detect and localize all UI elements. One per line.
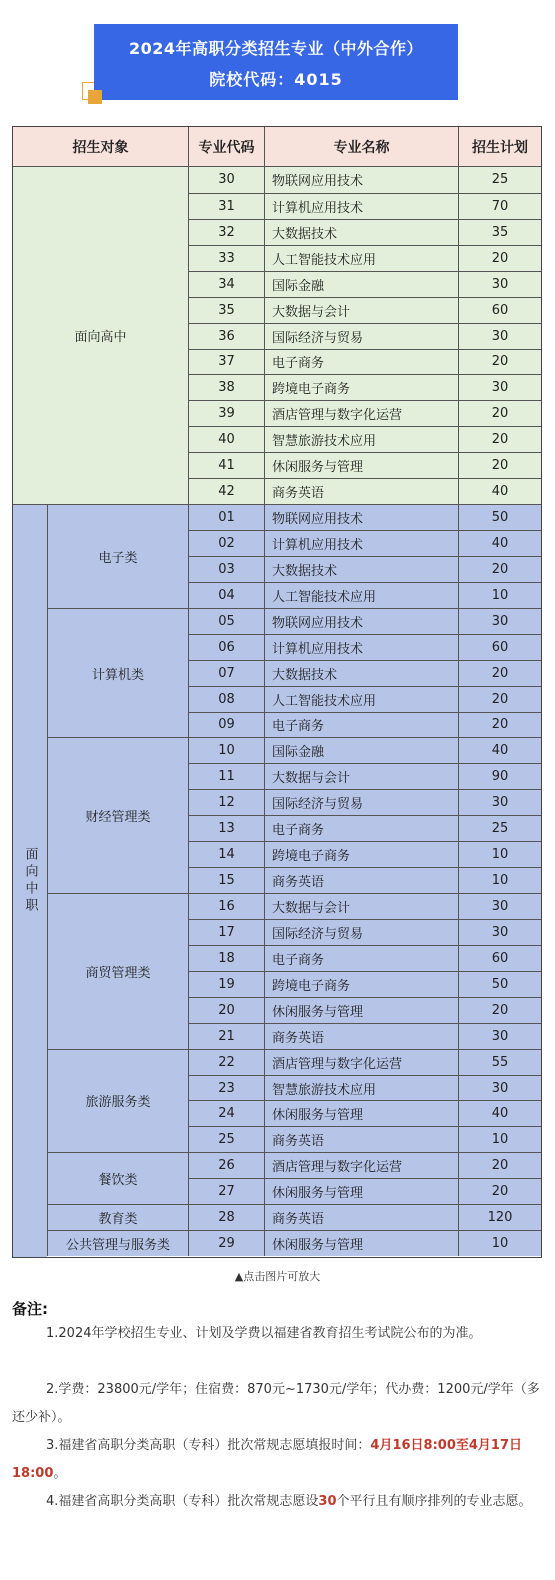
major-code: 28 [188,1204,264,1230]
note-4-text: 4.福建省高职分类高职（专科）批次常规志愿设 [46,1494,319,1509]
major-code: 27 [188,1178,264,1204]
enrollment-plan: 10 [458,1126,541,1152]
enrollment-plan: 120 [458,1204,541,1230]
note-4-highlight: 30 [318,1494,337,1509]
enrollment-plan: 10 [458,582,541,608]
major-name: 计算机应用技术 [264,193,458,219]
title-banner [94,24,458,100]
major-name: 国际经济与贸易 [264,323,458,349]
major-code: 09 [188,712,264,738]
major-name: 大数据与会计 [264,893,458,919]
enrollment-plan: 30 [458,323,541,349]
enrollment-plan: 90 [458,763,541,789]
enrollment-table [12,126,542,1258]
enrollment-plan: 20 [458,452,541,478]
enrollment-plan: 20 [458,997,541,1023]
enrollment-plan: 50 [458,504,541,530]
major-code: 24 [188,1100,264,1126]
major-name: 国际金融 [264,271,458,297]
enrollment-plan: 20 [458,426,541,452]
major-code: 35 [188,297,264,323]
major-name: 商务英语 [264,1023,458,1049]
enrollment-plan: 25 [458,167,541,193]
category-label: 餐饮类 [47,1152,188,1204]
major-code: 16 [188,893,264,919]
major-name: 跨境电子商务 [264,841,458,867]
major-code: 07 [188,660,264,686]
major-code: 30 [188,167,264,193]
enrollment-plan: 20 [458,660,541,686]
major-code: 08 [188,686,264,712]
category-label: 教育类 [47,1204,188,1230]
major-name: 物联网应用技术 [264,608,458,634]
enrollment-plan: 30 [458,1023,541,1049]
enrollment-plan: 60 [458,634,541,660]
major-name: 物联网应用技术 [264,504,458,530]
enrollment-plan: 50 [458,971,541,997]
major-code: 05 [188,608,264,634]
major-name: 物联网应用技术 [264,167,458,193]
major-name: 国际经济与贸易 [264,789,458,815]
major-code: 13 [188,815,264,841]
enrollment-plan: 40 [458,737,541,763]
notes-title: 备注: [12,1300,48,1318]
major-name: 商务英语 [264,1204,458,1230]
major-name: 休闲服务与管理 [264,452,458,478]
major-name: 电子商务 [264,712,458,738]
enrollment-plan: 10 [458,867,541,893]
enrollment-plan: 30 [458,374,541,400]
major-code: 34 [188,271,264,297]
category-label: 电子类 [47,504,188,608]
major-code: 04 [188,582,264,608]
enrollment-plan: 20 [458,686,541,712]
major-code: 17 [188,919,264,945]
enrollment-plan: 30 [458,608,541,634]
major-code: 12 [188,789,264,815]
group-label-high-school: 面向高中 [13,167,188,504]
enrollment-plan: 35 [458,219,541,245]
major-code: 18 [188,945,264,971]
major-name: 商务英语 [264,867,458,893]
major-code: 11 [188,763,264,789]
enrollment-plan: 30 [458,789,541,815]
major-code: 19 [188,971,264,997]
school-code: 院校代码：4015 [209,70,343,89]
major-code: 03 [188,556,264,582]
major-code: 38 [188,374,264,400]
major-name: 大数据与会计 [264,297,458,323]
major-code: 15 [188,867,264,893]
major-code: 40 [188,426,264,452]
major-code: 02 [188,530,264,556]
category-label: 公共管理与服务类 [47,1230,188,1256]
note-3-highlight: 4月16日8:00至4月17日18:00 [12,1438,523,1481]
major-code: 25 [188,1126,264,1152]
enrollment-plan: 10 [458,841,541,867]
major-code: 37 [188,349,264,375]
decorative-orange-square [88,90,102,104]
major-name: 电子商务 [264,945,458,971]
major-name: 大数据技术 [264,556,458,582]
major-name: 商务英语 [264,478,458,504]
note-3 [12,1432,542,1488]
major-name: 休闲服务与管理 [264,1178,458,1204]
enrollment-plan: 30 [458,271,541,297]
note-2: 2.学费：23800元/学年；住宿费：870元~1730元/学年；代办费：1200元/学年（多还少补）。 [12,1382,540,1425]
major-code: 42 [188,478,264,504]
note-4 [12,1488,542,1516]
major-name: 人工智能技术应用 [264,686,458,712]
image-caption: ▲点击图片可放大 [234,1270,321,1283]
major-name: 计算机应用技术 [264,530,458,556]
header-major-name: 专业名称 [264,127,458,167]
major-name: 大数据技术 [264,660,458,686]
enrollment-plan: 30 [458,919,541,945]
major-code: 31 [188,193,264,219]
major-name: 大数据技术 [264,219,458,245]
header-major-code: 专业代码 [188,127,264,167]
note-4-end: 个平行且有顺序排列的专业志愿。 [336,1494,532,1509]
enrollment-plan: 30 [458,893,541,919]
enrollment-plan: 20 [458,712,541,738]
major-name: 国际经济与贸易 [264,919,458,945]
major-name: 休闲服务与管理 [264,1230,458,1256]
page-title: 2024年高职分类招生专业（中外合作） [128,39,424,58]
group-label-vocational: 面向中职 [13,504,47,1257]
enrollment-plan: 70 [458,193,541,219]
major-name: 跨境电子商务 [264,374,458,400]
header-target-audience: 招生对象 [13,127,188,167]
major-code: 14 [188,841,264,867]
enrollment-plan: 20 [458,1178,541,1204]
enrollment-plan: 40 [458,478,541,504]
enrollment-plan: 55 [458,1049,541,1075]
major-name: 国际金融 [264,737,458,763]
enrollment-plan: 20 [458,1152,541,1178]
major-code: 10 [188,737,264,763]
major-code: 22 [188,1049,264,1075]
major-code: 29 [188,1230,264,1256]
category-label: 财经管理类 [47,737,188,893]
enrollment-plan: 40 [458,1100,541,1126]
note-3-text: 3.福建省高职分类高职（专科）批次常规志愿填报时间： [46,1438,371,1453]
major-code: 26 [188,1152,264,1178]
major-name: 商务英语 [264,1126,458,1152]
enrollment-plan: 30 [458,1075,541,1101]
major-name: 电子商务 [264,815,458,841]
major-name: 大数据与会计 [264,763,458,789]
major-code: 36 [188,323,264,349]
major-name: 智慧旅游技术应用 [264,426,458,452]
enrollment-plan: 60 [458,297,541,323]
enrollment-plan: 20 [458,245,541,271]
major-name: 酒店管理与数字化运营 [264,400,458,426]
major-code: 41 [188,452,264,478]
category-label: 计算机类 [47,608,188,738]
enrollment-plan: 20 [458,556,541,582]
enrollment-plan: 60 [458,945,541,971]
enrollment-plan: 10 [458,1230,541,1256]
major-code: 32 [188,219,264,245]
category-label: 旅游服务类 [47,1049,188,1153]
enrollment-plan: 25 [458,815,541,841]
major-name: 休闲服务与管理 [264,997,458,1023]
major-code: 01 [188,504,264,530]
major-name: 智慧旅游技术应用 [264,1075,458,1101]
major-name: 人工智能技术应用 [264,245,458,271]
major-code: 21 [188,1023,264,1049]
major-name: 酒店管理与数字化运营 [264,1152,458,1178]
major-name: 电子商务 [264,349,458,375]
major-name: 人工智能技术应用 [264,582,458,608]
note-1: 1.2024年学校招生专业、计划及学费以福建省教育招生考试院公布的为准。 [46,1326,482,1341]
major-name: 酒店管理与数字化运营 [264,1049,458,1075]
major-name: 跨境电子商务 [264,971,458,997]
major-code: 39 [188,400,264,426]
category-label: 商贸管理类 [47,893,188,1049]
enrollment-plan: 20 [458,349,541,375]
major-code: 20 [188,997,264,1023]
major-code: 06 [188,634,264,660]
enrollment-plan: 20 [458,400,541,426]
major-code: 23 [188,1075,264,1101]
major-name: 休闲服务与管理 [264,1100,458,1126]
enrollment-plan: 40 [458,530,541,556]
note-3-end: 。 [53,1466,67,1481]
major-name: 计算机应用技术 [264,634,458,660]
header-enrollment-plan: 招生计划 [458,127,541,167]
major-code: 33 [188,245,264,271]
